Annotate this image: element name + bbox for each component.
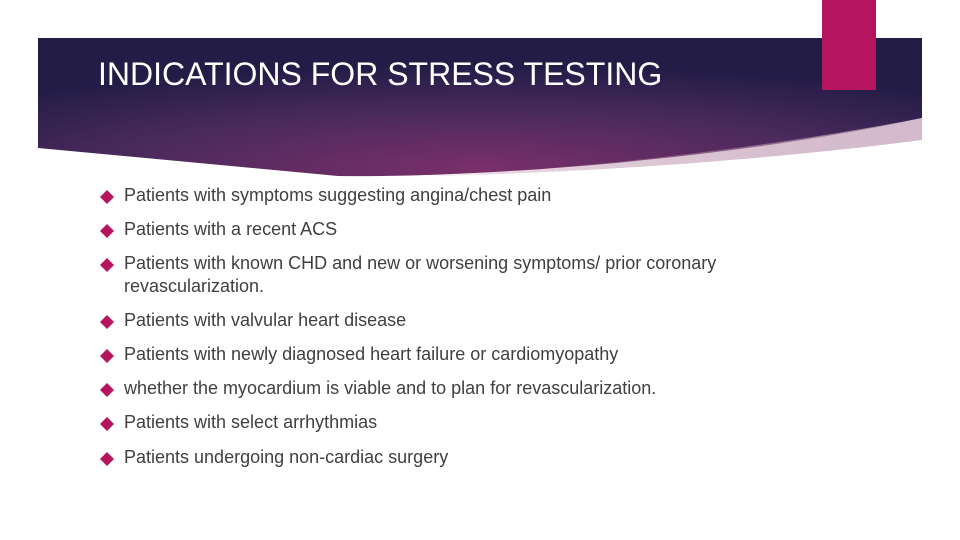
diamond-bullet-icon <box>100 383 114 397</box>
bullet-text: Patients with valvular heart disease <box>124 310 407 330</box>
diamond-bullet-icon <box>100 417 114 431</box>
bullet-text: Patients with known CHD and new or worsening symptoms/ prior coronary revascularization. <box>124 253 717 296</box>
page-title: INDICATIONS FOR STRESS TESTING <box>98 56 663 92</box>
diamond-bullet-icon <box>100 452 114 466</box>
accent-tab <box>822 0 876 90</box>
diamond-bullet-icon <box>100 190 114 204</box>
bullet-text: Patients with newly diagnosed heart failure or cardiomyopathy <box>124 344 619 364</box>
bullet-text: Patients with symptoms suggesting angina/chest pain <box>124 185 552 205</box>
bullet-text: Patients undergoing non-cardiac surgery <box>124 447 449 467</box>
bullet-text: Patients with select arrhythmias <box>124 412 378 432</box>
bullet-text: whether the myocardium is viable and to plan for revascularization. <box>124 378 657 398</box>
diamond-bullet-icon <box>100 224 114 238</box>
diamond-bullet-icon <box>100 315 114 329</box>
diamond-bullet-icon <box>100 349 114 363</box>
accent-tab-shape <box>822 0 876 90</box>
bullet-text: Patients with a recent ACS <box>124 219 338 239</box>
diamond-bullet-icon <box>100 258 114 272</box>
